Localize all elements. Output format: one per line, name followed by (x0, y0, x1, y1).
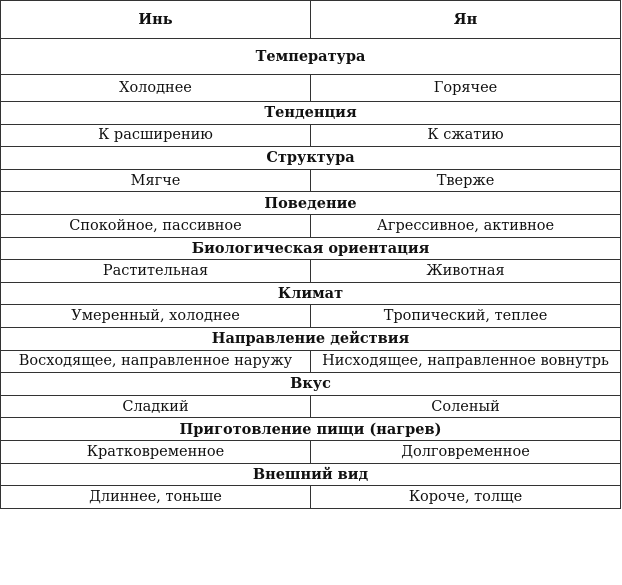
yang-cell: Нисходящее, направленное вовнутрь (311, 350, 621, 373)
table-body (1, 1, 621, 509)
header-yin: Инь (1, 1, 311, 39)
category-row (1, 237, 621, 260)
table-row (1, 395, 621, 418)
yang-cell: Соленый (311, 395, 621, 418)
yang-cell: Тверже (311, 169, 621, 192)
yin-cell: Кратковременное (1, 440, 311, 463)
yin-cell: Восходящее, направленное наружу (1, 350, 311, 373)
category-label: Тенденция (1, 102, 621, 125)
yang-cell: Животная (311, 260, 621, 283)
category-row (1, 418, 621, 441)
category-row (1, 282, 621, 305)
category-row (1, 463, 621, 486)
category-row (1, 102, 621, 125)
category-label: Направление действия (1, 327, 621, 350)
table-row (1, 75, 621, 102)
yin-cell: К расширению (1, 124, 311, 147)
yang-cell: К сжатию (311, 124, 621, 147)
category-row (1, 192, 621, 215)
category-label: Приготовление пищи (нагрев) (1, 418, 621, 441)
category-row (1, 327, 621, 350)
table-row (1, 169, 621, 192)
yang-cell: Горячее (311, 75, 621, 102)
category-row (1, 39, 621, 75)
table-row (1, 350, 621, 373)
category-label: Климат (1, 282, 621, 305)
yin-cell: Мягче (1, 169, 311, 192)
category-label: Поведение (1, 192, 621, 215)
yin-cell: Спокойное, пассивное (1, 214, 311, 237)
yang-cell: Короче, толще (311, 486, 621, 509)
table-row (1, 305, 621, 328)
category-label: Внешний вид (1, 463, 621, 486)
header-yang: Ян (311, 1, 621, 39)
category-row (1, 147, 621, 170)
yin-cell: Холоднее (1, 75, 311, 102)
yin-cell: Длиннее, тоньше (1, 486, 311, 509)
table-row (1, 260, 621, 283)
table-row (1, 486, 621, 509)
category-label: Температура (1, 39, 621, 75)
category-label: Биологическая ориентация (1, 237, 621, 260)
yin-cell: Умеренный, холоднее (1, 305, 311, 328)
header-row (1, 1, 621, 39)
table-row (1, 214, 621, 237)
yin-cell: Растительная (1, 260, 311, 283)
category-label: Вкус (1, 373, 621, 396)
yang-cell: Агрессивное, активное (311, 214, 621, 237)
category-row (1, 373, 621, 396)
table-row (1, 124, 621, 147)
yin-cell: Сладкий (1, 395, 311, 418)
table-row (1, 440, 621, 463)
category-label: Структура (1, 147, 621, 170)
yang-cell: Долговременное (311, 440, 621, 463)
yang-cell: Тропический, теплее (311, 305, 621, 328)
